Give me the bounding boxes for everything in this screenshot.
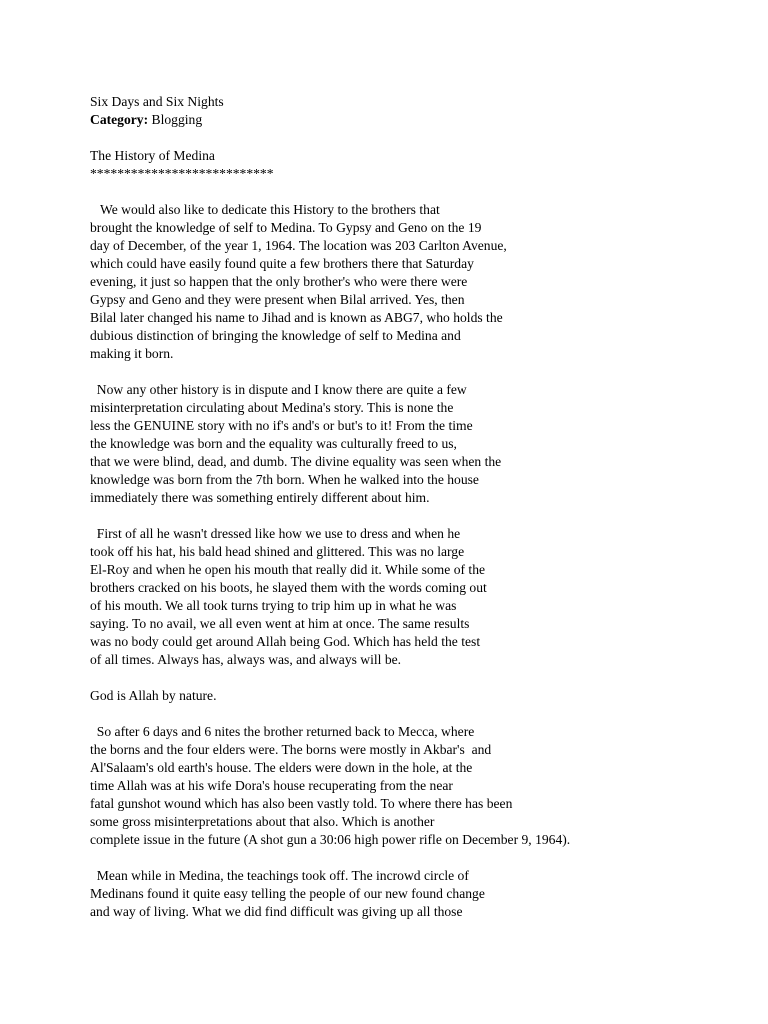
category-value: Blogging	[148, 112, 203, 127]
paragraph-line: First of all he wasn't dressed like how we use to dress and when he	[90, 526, 461, 541]
body-text	[90, 201, 750, 921]
paragraph	[90, 525, 750, 669]
paragraph	[90, 687, 750, 705]
document-page	[90, 93, 750, 921]
paragraph-line: evening, it just so happen that the only brother's who were there were	[90, 274, 468, 289]
divider-asterisks: ***************************	[90, 166, 274, 181]
paragraph-line: immediately there was something entirely different about him.	[90, 490, 430, 505]
paragraph-line: of all times. Always has, always was, and always will be.	[90, 652, 402, 667]
paragraph-line: Now any other history is in dispute and I know there are quite a few	[90, 382, 467, 397]
paragraph-line: Mean while in Medina, the teachings took off. The incrowd circle of	[90, 868, 469, 883]
paragraph-line: and way of living. What we did find difficult was giving up all those	[90, 904, 463, 919]
paragraph-line: time Allah was at his wife Dora's house recuperating from the near	[90, 778, 453, 793]
paragraph-line: complete issue in the future (A shot gun a 30:06 high power rifle on December 9, 1964).	[90, 832, 571, 847]
spacer	[90, 129, 750, 147]
paragraph-gap	[90, 669, 750, 687]
document-subtitle: The History of Medina	[90, 148, 215, 163]
paragraph-line: brothers cracked on his boots, he slayed them with the words coming out	[90, 580, 487, 595]
paragraph-line: Bilal later changed his name to Jihad and is known as ABG7, who holds the	[90, 310, 503, 325]
paragraph-line: misinterpretation circulating about Medina's story. This is none the	[90, 400, 454, 415]
paragraph-line: less the GENUINE story with no if's and's or but's to it! From the time	[90, 418, 473, 433]
spacer	[90, 183, 750, 201]
paragraph-line: knowledge was born from the 7th born. When he walked into the house	[90, 472, 479, 487]
paragraph-line: We would also like to dedicate this History to the brothers that	[90, 202, 440, 217]
paragraph-line: of his mouth. We all took turns trying to trip him up in what he was	[90, 598, 457, 613]
paragraph-line: Gypsy and Geno and they were present when Bilal arrived. Yes, then	[90, 292, 465, 307]
paragraph-line: the borns and the four elders were. The borns were mostly in Akbar's and	[90, 742, 492, 757]
paragraph-line: El-Roy and when he open his mouth that really did it. While some of the	[90, 562, 486, 577]
paragraph-line: making it born.	[90, 346, 174, 361]
paragraph-gap	[90, 507, 750, 525]
paragraph	[90, 201, 750, 363]
paragraph-gap	[90, 363, 750, 381]
category-label: Category:	[90, 112, 149, 127]
document-title: Six Days and Six Nights	[90, 94, 224, 109]
paragraph-line: fatal gunshot wound which has also been vastly told. To where there has been	[90, 796, 513, 811]
paragraph-line: Al'Salaam's old earth's house. The elders were down in the hole, at the	[90, 760, 473, 775]
paragraph-line: saying. To no avail, we all even went at him at once. The same results	[90, 616, 470, 631]
category-line	[90, 111, 750, 129]
paragraph-line: was no body could get around Allah being God. Which has held the test	[90, 634, 481, 649]
paragraph	[90, 381, 750, 507]
paragraph-line: that we were blind, dead, and dumb. The divine equality was seen when the	[90, 454, 502, 469]
paragraph-line: God is Allah by nature.	[90, 688, 217, 703]
paragraph-line: So after 6 days and 6 nites the brother returned back to Mecca, where	[90, 724, 475, 739]
paragraph	[90, 867, 750, 921]
paragraph-line: brought the knowledge of self to Medina. To Gypsy and Geno on the 19	[90, 220, 482, 235]
paragraph-line: Medinans found it quite easy telling the people of our new found change	[90, 886, 485, 901]
paragraph-gap	[90, 849, 750, 867]
paragraph-line: took off his hat, his bald head shined and glittered. This was no large	[90, 544, 465, 559]
paragraph-line: some gross misinterpretations about that also. Which is another	[90, 814, 435, 829]
paragraph-line: the knowledge was born and the equality was culturally freed to us,	[90, 436, 457, 451]
paragraph-line: day of December, of the year 1, 1964. The location was 203 Carlton Avenue,	[90, 238, 507, 253]
paragraph-line: dubious distinction of bringing the knowledge of self to Medina and	[90, 328, 461, 343]
paragraph	[90, 723, 750, 849]
paragraph-gap	[90, 705, 750, 723]
paragraph-line: which could have easily found quite a few brothers there that Saturday	[90, 256, 474, 271]
